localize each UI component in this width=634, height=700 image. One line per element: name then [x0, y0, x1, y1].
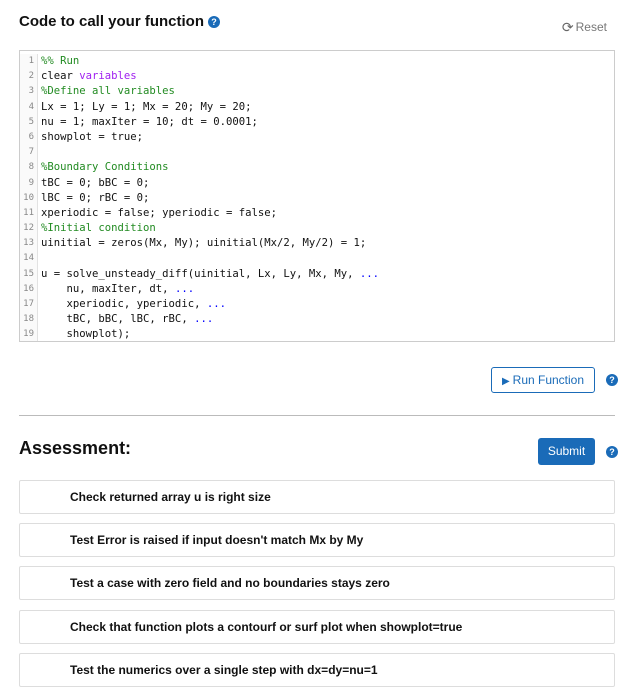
submit-help-icon[interactable]: ? — [606, 446, 618, 458]
code-token: nu, maxIter, dt, — [41, 282, 175, 295]
line-number: 4 — [20, 100, 37, 115]
code-token: showplot); — [41, 328, 131, 341]
code-text — [38, 84, 175, 99]
code-token: showplot = true; — [41, 130, 144, 143]
line-number: 8 — [20, 160, 37, 175]
code-token: u = solve_unsteady_diff(uinitial, Lx, Ly, Mx, My, — [41, 267, 360, 280]
code-line — [20, 69, 614, 84]
code-token: ... — [174, 282, 195, 295]
code-token: tBC = 0; bBC = 0; — [41, 176, 150, 189]
code-text — [38, 191, 149, 206]
code-line — [20, 221, 614, 236]
code-line — [20, 54, 614, 69]
code-token: nu = 1; maxIter = 10; dt = 0.0001; — [41, 115, 258, 128]
code-text — [38, 54, 79, 69]
line-number: 14 — [20, 251, 37, 266]
code-text — [38, 100, 251, 115]
reset-label: Reset — [575, 20, 607, 34]
code-text — [38, 206, 277, 221]
code-text — [38, 145, 41, 160]
code-text — [38, 160, 169, 175]
code-token: variables — [79, 70, 137, 83]
code-editor[interactable] — [19, 50, 615, 342]
line-number: 11 — [20, 206, 37, 221]
test-item[interactable]: Check returned array u is right size — [19, 480, 615, 514]
code-text — [38, 221, 156, 236]
line-number: 18 — [20, 312, 37, 327]
reset-button[interactable] — [562, 19, 607, 35]
line-number: 7 — [20, 145, 37, 160]
line-number: 10 — [20, 191, 37, 206]
code-token: %% Run — [41, 55, 80, 67]
play-icon: ▶ — [501, 376, 510, 387]
test-item[interactable]: Test Error is raised if input doesn't match Mx by My — [19, 523, 615, 557]
code-token: tBC, bBC, lBC, rBC, — [41, 313, 195, 326]
code-line — [20, 100, 614, 115]
code-text — [38, 312, 213, 327]
assessment-test-list — [19, 480, 615, 696]
line-number: 15 — [20, 267, 37, 282]
code-text — [38, 327, 130, 342]
code-token: %Initial condition — [41, 222, 156, 235]
code-text — [38, 297, 226, 312]
code-token: Lx = 1; Ly = 1; Mx = 20; My = 20; — [41, 100, 252, 113]
code-line — [20, 191, 614, 206]
test-item[interactable]: Test the numerics over a single step with dx=dy=nu=1 — [19, 653, 615, 687]
code-token: uinitial = zeros(Mx, My); uinitial(Mx/2, My/2) = 1; — [41, 237, 367, 250]
test-item[interactable]: Test a case with zero field and no boundaries stays zero — [19, 566, 615, 600]
section-divider — [19, 415, 615, 416]
run-function-button[interactable] — [491, 367, 595, 393]
code-line — [20, 251, 614, 266]
line-number: 6 — [20, 130, 37, 145]
code-text — [38, 69, 137, 84]
code-line — [20, 160, 614, 175]
code-line — [20, 236, 614, 251]
code-text — [38, 251, 41, 266]
code-token: xperiodic = false; yperiodic = false; — [41, 206, 277, 219]
code-line — [20, 327, 614, 342]
line-number: 9 — [20, 176, 37, 191]
assessment-title: Assessment: — [19, 438, 132, 458]
code-line — [20, 130, 614, 145]
line-number: 19 — [20, 327, 37, 342]
code-token: ... — [194, 313, 214, 326]
code-text — [38, 267, 379, 282]
code-token: xperiodic, yperiodic, — [41, 298, 207, 310]
run-help-icon[interactable]: ? — [606, 374, 618, 386]
code-section-header — [19, 13, 615, 35]
code-token: %Boundary Conditions — [41, 161, 169, 174]
code-title-text: Code to call your function — [19, 13, 205, 30]
code-lines — [20, 54, 614, 342]
line-number: 1 — [20, 54, 37, 69]
code-line — [20, 206, 614, 221]
code-token: %Define all variables — [41, 85, 175, 98]
submit-button[interactable]: Submit — [538, 438, 595, 465]
line-number: 12 — [20, 221, 37, 236]
code-line — [20, 176, 614, 191]
question-circle-icon[interactable]: ? — [208, 16, 220, 28]
code-line — [20, 312, 614, 327]
line-number: 16 — [20, 282, 37, 297]
line-number: 5 — [20, 115, 37, 130]
code-token: ... — [359, 267, 380, 280]
line-number: 13 — [20, 236, 37, 251]
code-token: lBC = 0; rBC = 0; — [41, 191, 150, 204]
code-text — [38, 282, 194, 297]
code-line — [20, 115, 614, 130]
refresh-icon: ⟳ — [561, 19, 574, 35]
code-line — [20, 282, 614, 297]
test-item[interactable]: Check that function plots a contourf or surf plot when showplot=true — [19, 610, 615, 644]
code-text — [38, 176, 149, 191]
code-line — [20, 267, 614, 282]
code-line — [20, 297, 614, 312]
code-text — [38, 115, 258, 130]
code-text — [38, 236, 366, 251]
page-title — [19, 13, 220, 31]
line-number: 3 — [20, 84, 37, 99]
line-number: 17 — [20, 297, 37, 312]
code-line — [20, 145, 614, 160]
code-text — [38, 130, 143, 145]
code-token: clear — [41, 70, 80, 83]
line-number: 2 — [20, 69, 37, 84]
code-line — [20, 84, 614, 99]
run-function-label: Run Function — [512, 373, 585, 387]
code-token: ... — [206, 298, 226, 310]
